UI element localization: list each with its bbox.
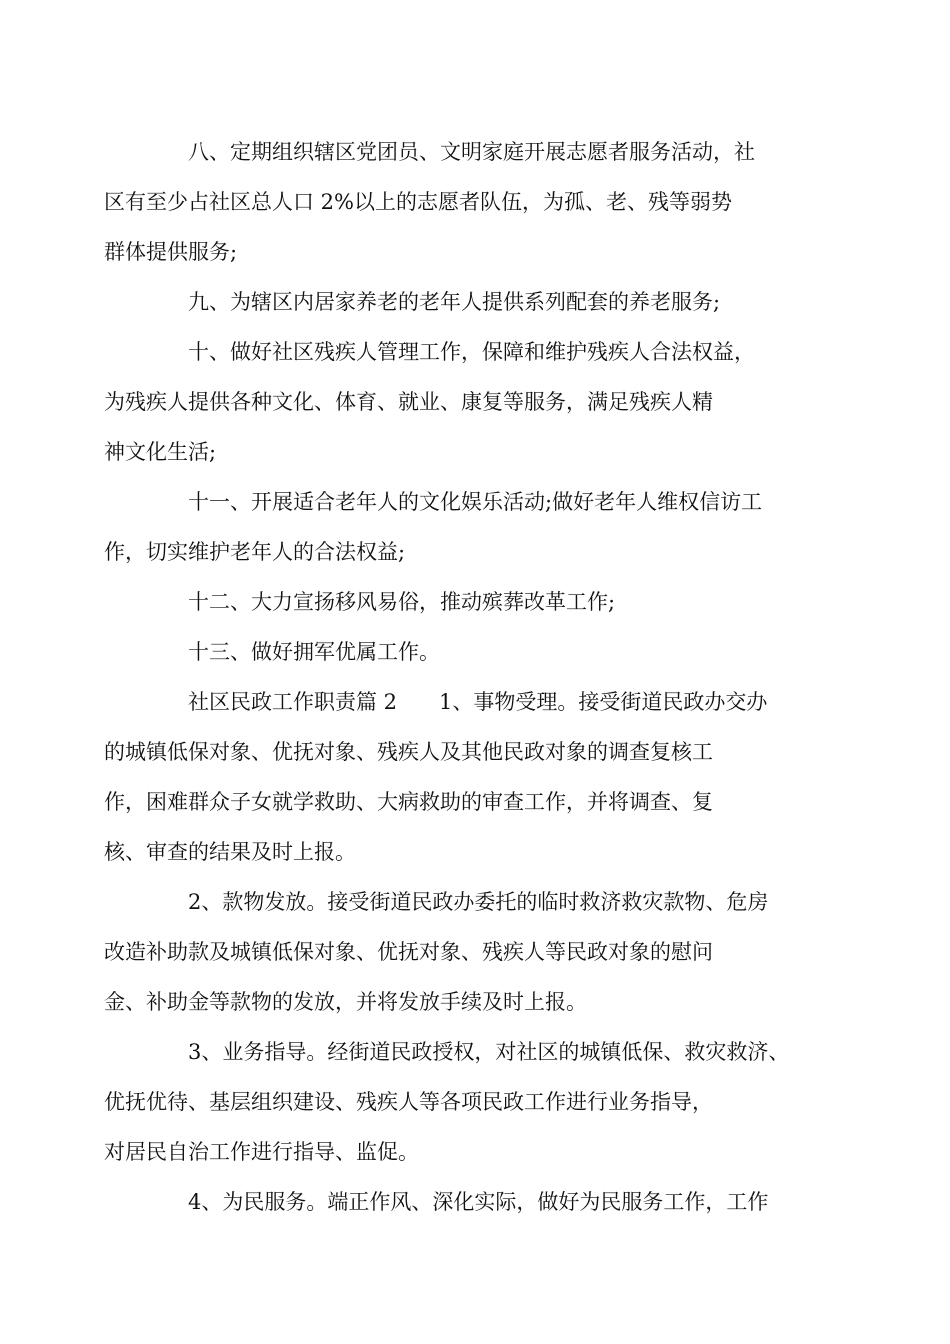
text-line: 4、为民服务。端正作风、深化实际，做好为民服务工作，工作 — [188, 1190, 769, 1214]
paragraph-section-2-item-3 — [104, 1027, 816, 1177]
text-line: 改造补助款及城镇低保对象、优抚对象、残疾人等民政对象的慰问 — [104, 940, 713, 964]
text-line: 优抚优待、基层组织建设、残疾人等各项民政工作进行业务指导， — [104, 1090, 713, 1114]
paragraph-item-12 — [146, 577, 816, 627]
text-line: 十二、大力宣扬移风易俗，推动殡葬改革工作; — [188, 590, 616, 614]
paragraph-item-13 — [146, 627, 816, 677]
text-line: 区有至少占社区总人口 2%以上的志愿者队伍，为孤、老、残等弱势 — [104, 190, 732, 214]
text-line: 金、补助金等款物的发放，并将发放手续及时上报。 — [104, 990, 587, 1014]
paragraph-item-9 — [146, 277, 816, 327]
paragraph-section-2-item-2 — [104, 877, 816, 1027]
paragraph-section-2-item-4 — [146, 1177, 816, 1227]
text-line: 为残疾人提供各种文化、体育、就业、康复等服务，满足残疾人精 — [104, 390, 713, 414]
text-line: 社区民政工作职责篇 2 1、事物受理。接受街道民政办交办 — [188, 690, 768, 714]
paragraph-item-11 — [104, 477, 816, 577]
text-line: 作，切实维护老年人的合法权益; — [104, 540, 406, 564]
text-line: 3、业务指导。经街道民政授权，对社区的城镇低保、救灾救济、 — [188, 1040, 790, 1064]
text-line: 核、审查的结果及时上报。 — [104, 840, 356, 864]
text-line: 的城镇低保对象、优抚对象、残疾人及其他民政对象的调查复核工 — [104, 740, 713, 764]
text-line: 十一、开展适合老年人的文化娱乐活动;做好老年人维权信访工 — [188, 490, 763, 514]
text-line: 八、定期组织辖区党团员、文明家庭开展志愿者服务活动，社 — [188, 140, 755, 164]
text-line: 十、做好社区残疾人管理工作，保障和维护残疾人合法权益， — [188, 340, 755, 364]
paragraph-item-8 — [104, 127, 816, 277]
paragraph-section-2-item-1 — [104, 677, 816, 877]
text-line: 十三、做好拥军优属工作。 — [188, 640, 440, 664]
paragraph-item-10 — [104, 327, 816, 477]
text-line: 作，困难群众子女就学救助、大病救助的审查工作，并将调查、复 — [104, 790, 713, 814]
text-line: 对居民自治工作进行指导、监促。 — [104, 1140, 419, 1164]
text-line: 2、款物发放。接受街道民政办委托的临时救济救灾款物、危房 — [188, 890, 769, 914]
text-line: 神文化生活; — [104, 440, 217, 464]
document-body — [104, 127, 816, 1227]
text-line: 群体提供服务; — [104, 240, 238, 264]
text-line: 九、为辖区内居家养老的老年人提供系列配套的养老服务; — [188, 290, 721, 314]
